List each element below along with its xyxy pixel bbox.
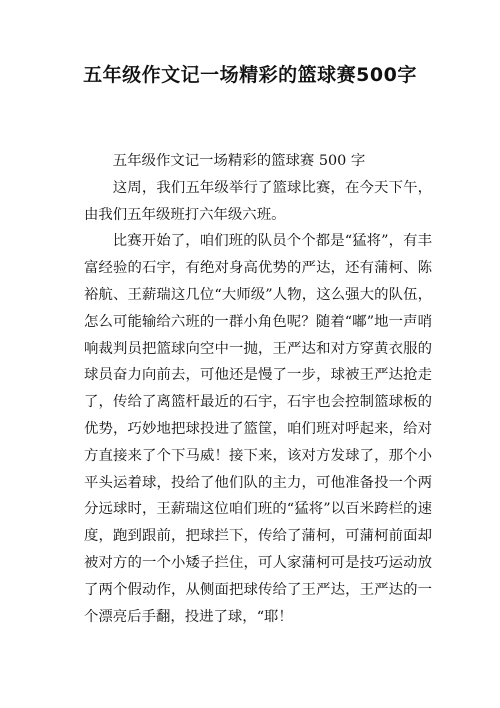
paragraph: 这周，我们五年级举行了篮球比赛，在今天下午，由我们五年级班打六年级六班。	[84, 179, 432, 223]
paragraph: 比赛开始了，咱们班的队员个个都是“猛将”，有丰富经验的石宇，有绝对身高优势的严达，还有蒲柯、陈裕航、王薪瑞这几位“大师级”人物，这么强大的队伍，怎么可能输给六班的一群小角色呢？随着“嘟”地一声哨响裁判员把篮球向空中一抛，王严达和对方穿黄衣服的球员奋力向前去，可他还是慢了一步，球被王严达抢走了，传给了离篮杆最近的石宇，石宇也会控制篮球板的优势，巧妙地把球投进了篮筐，咱们班对呼起来，给对方直接来了个下马威！接下来，该对方发球了，那个小平头运着球，投给了他们队的主力，可他准备投一个两分远球时，王薪瑞这位咱们班的“猛将”以百米跨栏的速度，跑到跟前，把球拦下，传给了蒲柯，可蒲柯前面却被对方的一个小矮子拦住，可人家蒲柯可是技巧运动放了两个假动作，从侧面把球传给了王严达，王严达的一个漂亮后手翻，投进了球，“耶！	[84, 233, 432, 625]
paragraph: 五年级作文记一场精彩的篮球赛 500 字	[112, 153, 366, 169]
document-body	[84, 148, 432, 630]
document-title: 五年级作文记一场精彩的篮球赛500字	[83, 64, 417, 86]
